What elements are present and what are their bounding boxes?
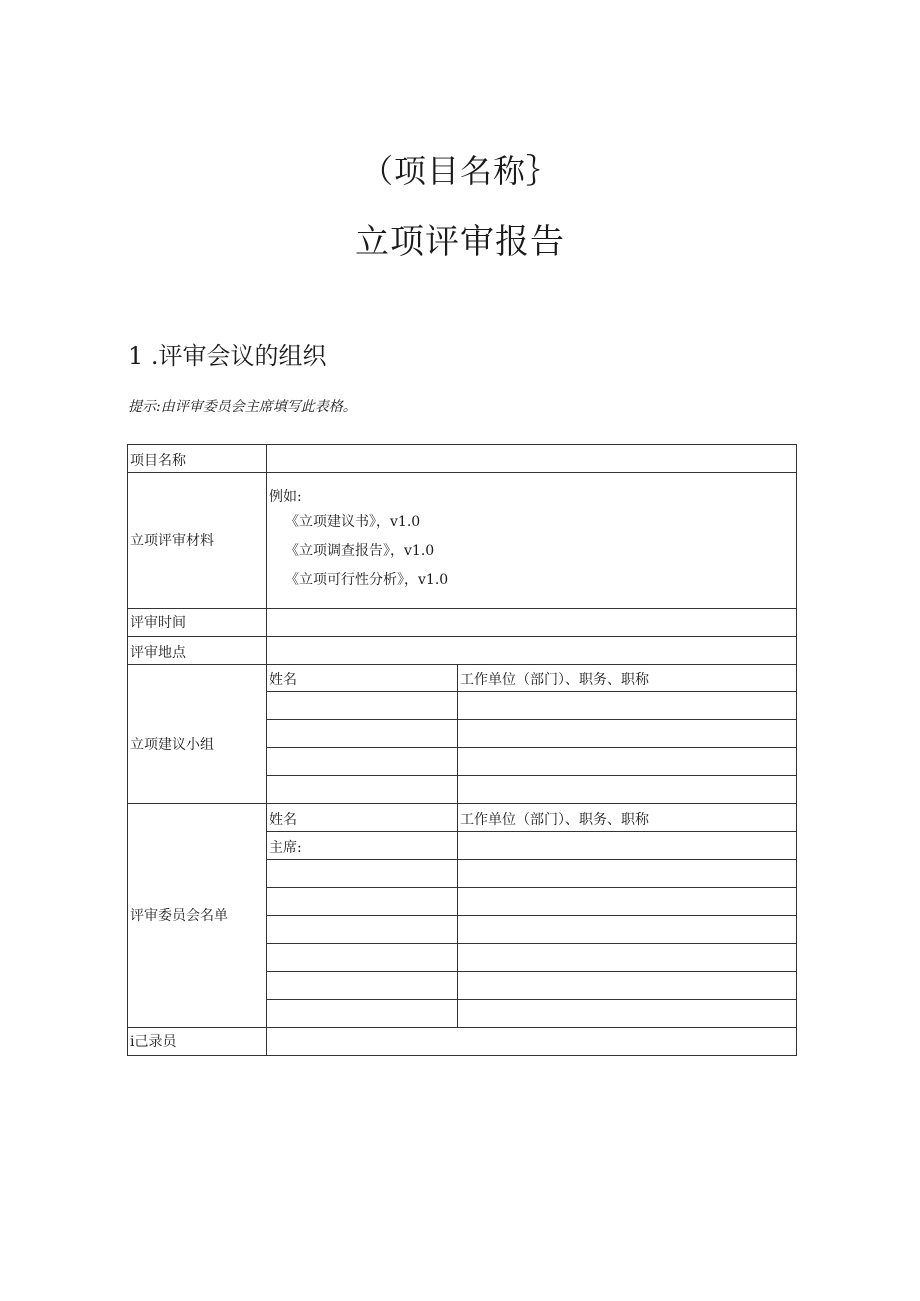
materials-label: 立项评审材料: [128, 473, 267, 609]
committee-unit-cell[interactable]: [458, 1000, 797, 1028]
table-row: [128, 804, 797, 832]
table-row: [128, 445, 797, 473]
committee-unit-cell[interactable]: [458, 916, 797, 944]
review-time-label: 评审时间: [128, 609, 267, 637]
committee-name-cell[interactable]: [267, 888, 458, 916]
table-row: [128, 637, 797, 665]
committee-name-cell[interactable]: [267, 860, 458, 888]
table-row: [128, 473, 797, 609]
committee-name-cell[interactable]: [267, 944, 458, 972]
proposal-name-cell[interactable]: [267, 692, 458, 720]
committee-chair-cell[interactable]: [267, 832, 458, 860]
recorder-label: i己录员: [128, 1028, 267, 1056]
project-name-title: （项目名称｝: [360, 152, 559, 190]
proposal-name-cell[interactable]: [267, 748, 458, 776]
section-heading: 1 .评审会议的组织: [128, 342, 327, 370]
committee-chair-label: 主席:: [269, 840, 302, 856]
table-row: [128, 1028, 797, 1056]
review-place-field[interactable]: [267, 637, 797, 665]
proposal-unit-cell[interactable]: [458, 776, 797, 804]
proposal-group-label: 立项建议小组: [128, 665, 267, 804]
review-place-label: 评审地点: [128, 637, 267, 665]
proposal-unit-header: 工作单位（部门）、职务、职称: [458, 665, 797, 692]
committee-name-cell[interactable]: [267, 1000, 458, 1028]
project-name-field[interactable]: [267, 445, 797, 473]
review-time-field[interactable]: [267, 609, 797, 637]
proposal-name-header: 姓名: [267, 665, 458, 692]
report-title: 立项评审报告: [355, 222, 565, 262]
committee-unit-header: 工作单位（部门）、职务、职称: [458, 804, 797, 832]
committee-unit-cell[interactable]: [458, 860, 797, 888]
committee-unit-cell[interactable]: [458, 888, 797, 916]
material-item: 《立项调查报告》，v1.0: [285, 543, 435, 559]
hint-text: 提示:由评审委员会主席填写此表格。: [128, 399, 357, 415]
table-row: [128, 609, 797, 637]
committee-unit-cell[interactable]: [458, 972, 797, 1000]
material-item: 《立项可行性分析》，v1.0: [285, 572, 449, 588]
materials-intro: 例如:: [269, 489, 302, 505]
recorder-field[interactable]: [267, 1028, 797, 1056]
committee-unit-cell[interactable]: [458, 944, 797, 972]
committee-label: 评审委员会名单: [128, 804, 267, 1028]
material-item: 《立项建议书》，v1.0: [285, 514, 421, 530]
proposal-name-cell[interactable]: [267, 720, 458, 748]
committee-name-cell[interactable]: [267, 916, 458, 944]
committee-name-cell[interactable]: [267, 972, 458, 1000]
proposal-unit-cell[interactable]: [458, 692, 797, 720]
project-name-label: 项目名称: [128, 445, 267, 473]
review-organization-table: [127, 444, 797, 1056]
table-row: [128, 665, 797, 692]
committee-unit-cell[interactable]: [458, 832, 797, 860]
proposal-unit-cell[interactable]: [458, 720, 797, 748]
proposal-unit-cell[interactable]: [458, 748, 797, 776]
committee-name-header: 姓名: [267, 804, 458, 832]
materials-field[interactable]: [267, 473, 797, 609]
proposal-name-cell[interactable]: [267, 776, 458, 804]
